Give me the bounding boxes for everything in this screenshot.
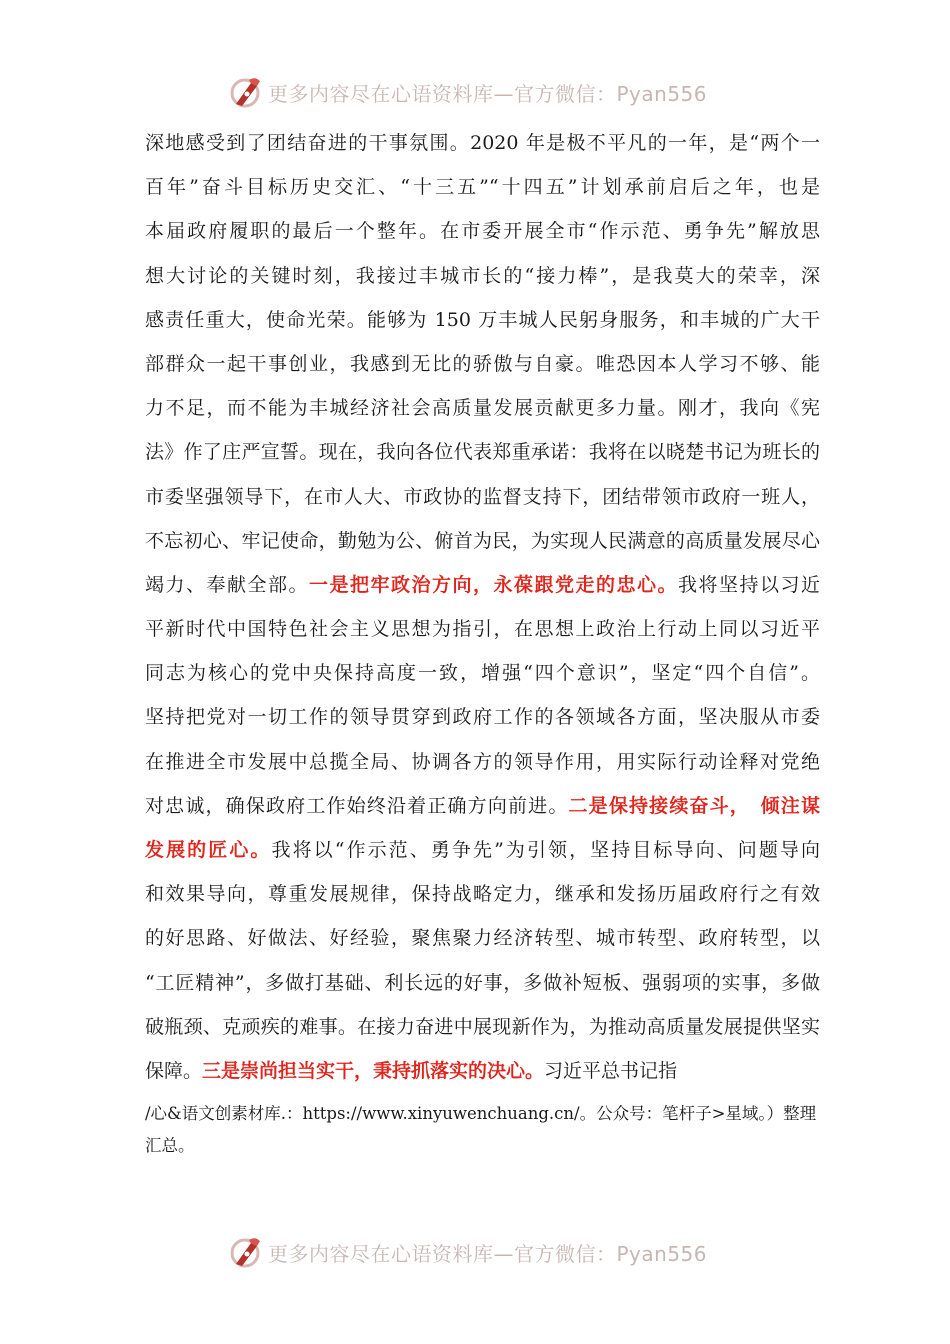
- text-line: [145, 254, 820, 298]
- document-body: [145, 121, 820, 1093]
- text-line: [145, 209, 820, 253]
- text-run: 平新时代中国特色社会主义思想为指引，在思想上政治上行动上同以习近平: [145, 618, 820, 641]
- text-line: [145, 519, 820, 563]
- text-run: 法》作了庄严宣誓。现在，我向各位代表郑重承诺：我将在以晓楚书记为班长的: [145, 441, 820, 464]
- text-line: [145, 342, 820, 386]
- text-line: [145, 298, 820, 342]
- text-line: [145, 872, 820, 916]
- footer-summary-line: 汇总。: [145, 1136, 195, 1155]
- text-run: 部群众一起干事创业，我感到无比的骄傲与自豪。唯恐因本人学习不够、能: [145, 352, 820, 375]
- text-run: 和效果导向，尊重发展规律，保持战略定力，继承和发扬历届政府行之有效: [145, 883, 820, 906]
- banner-text: 更多内容尽在心语资料库—官方微信：Pyan556: [268, 81, 708, 106]
- text-line: [145, 563, 820, 607]
- text-run: 对忠诚，确保政府工作始终沿着正确方向前进。: [145, 794, 569, 817]
- header-banner: [228, 72, 748, 112]
- text-run: 市委坚强领导下，在市人大、市政协的监督支持下，团结带领市政府一班人，: [145, 485, 820, 508]
- text-run: 破瓶颈、克顽疾的难事。在接力奋进中展现新作为，为推动高质量发展提供坚实: [145, 1015, 820, 1038]
- text-run: 感责任重大，使命光荣。能够为 150 万丰城人民躬身服务，和丰城的广大干: [145, 308, 820, 331]
- text-run: 本届政府履职的最后一个整年。在市委开展全市“作示范、勇争先”解放思: [145, 220, 820, 243]
- text-run: 深地感受到了团结奋进的干事氛围。2020 年是极不平凡的一年，是“两个一: [145, 132, 820, 154]
- text-run: 同志为核心的党中央保持高度一致，增强“四个意识”，坚定“四个自信”。: [145, 662, 820, 685]
- text-run: 竭力、奉献全部。: [145, 573, 309, 596]
- text-line: [145, 784, 820, 828]
- text-line: [145, 1005, 820, 1049]
- text-run: 力不足，而不能为丰城经济社会高质量发展贡献更多力量。刚才，我向《宪: [145, 397, 820, 420]
- text-run: 习近平总书记指: [544, 1059, 678, 1082]
- text-line: [145, 121, 820, 165]
- text-line: [145, 651, 820, 695]
- text-line: [145, 695, 820, 739]
- text-run: 保障。: [145, 1059, 203, 1082]
- text-line: [145, 475, 820, 519]
- highlighted-heading: 一是把牢政治方向，永葆跟党走的忠心。: [309, 573, 678, 596]
- text-run: 想大讨论的关键时刻，我接过丰城市长的“接力棒”，是我莫大的荣幸，深: [145, 264, 820, 287]
- highlighted-heading: 三是崇尚担当实干，秉持抓落实的决心。: [202, 1059, 545, 1082]
- footer-source-line: /心&语文创素材库.：https://www.xinyuwenchuang.cn/。公众号：笔杆子>星域。）整理: [145, 1104, 817, 1123]
- banner-text: 更多内容尽在心语资料库—官方微信：Pyan556: [268, 1241, 708, 1266]
- highlighted-heading: 二是保持接续奋斗， 倾注谋: [568, 794, 820, 817]
- text-line: [145, 165, 820, 209]
- pen-nib-logo-icon: [228, 1234, 264, 1270]
- pen-nib-logo-icon: [228, 74, 264, 110]
- text-run: 不忘初心、牢记使命，勤勉为公、俯首为民，为实现人民满意的高质量发展尽心: [145, 529, 820, 552]
- text-line: [145, 1049, 820, 1093]
- text-line: [145, 740, 820, 784]
- text-line: [145, 386, 820, 430]
- text-line: [145, 430, 820, 474]
- highlighted-heading: 发展的匠心。: [145, 839, 272, 861]
- text-line: [145, 961, 820, 1005]
- text-run: 我将以“作示范、勇争先”为引领，坚持目标导向、问题导向: [271, 839, 820, 861]
- text-run: 在推进全市发展中总揽全局、协调各方的领导作用，用实际行动诠释对党绝: [145, 750, 820, 773]
- text-run: “工匠精神”，多做打基础、利长远的好事，多做补短板、强弱项的实事，多做: [145, 971, 820, 994]
- source-footer: [145, 1098, 835, 1162]
- text-run: 的好思路、好做法、好经验，聚焦聚力经济转型、城市转型、政府转型，以: [145, 927, 820, 950]
- text-line: [145, 828, 820, 872]
- text-run: 坚持把党对一切工作的领导贯穿到政府工作的各领域各方面，坚决服从市委: [145, 706, 820, 729]
- footer-banner: [228, 1232, 748, 1272]
- text-line: [145, 916, 820, 960]
- text-run: 百年”奋斗目标历史交汇、“十三五”“十四五”计划承前启后之年，也是: [145, 176, 820, 199]
- text-line: [145, 607, 820, 651]
- text-run: 我将坚持以习近: [677, 573, 820, 596]
